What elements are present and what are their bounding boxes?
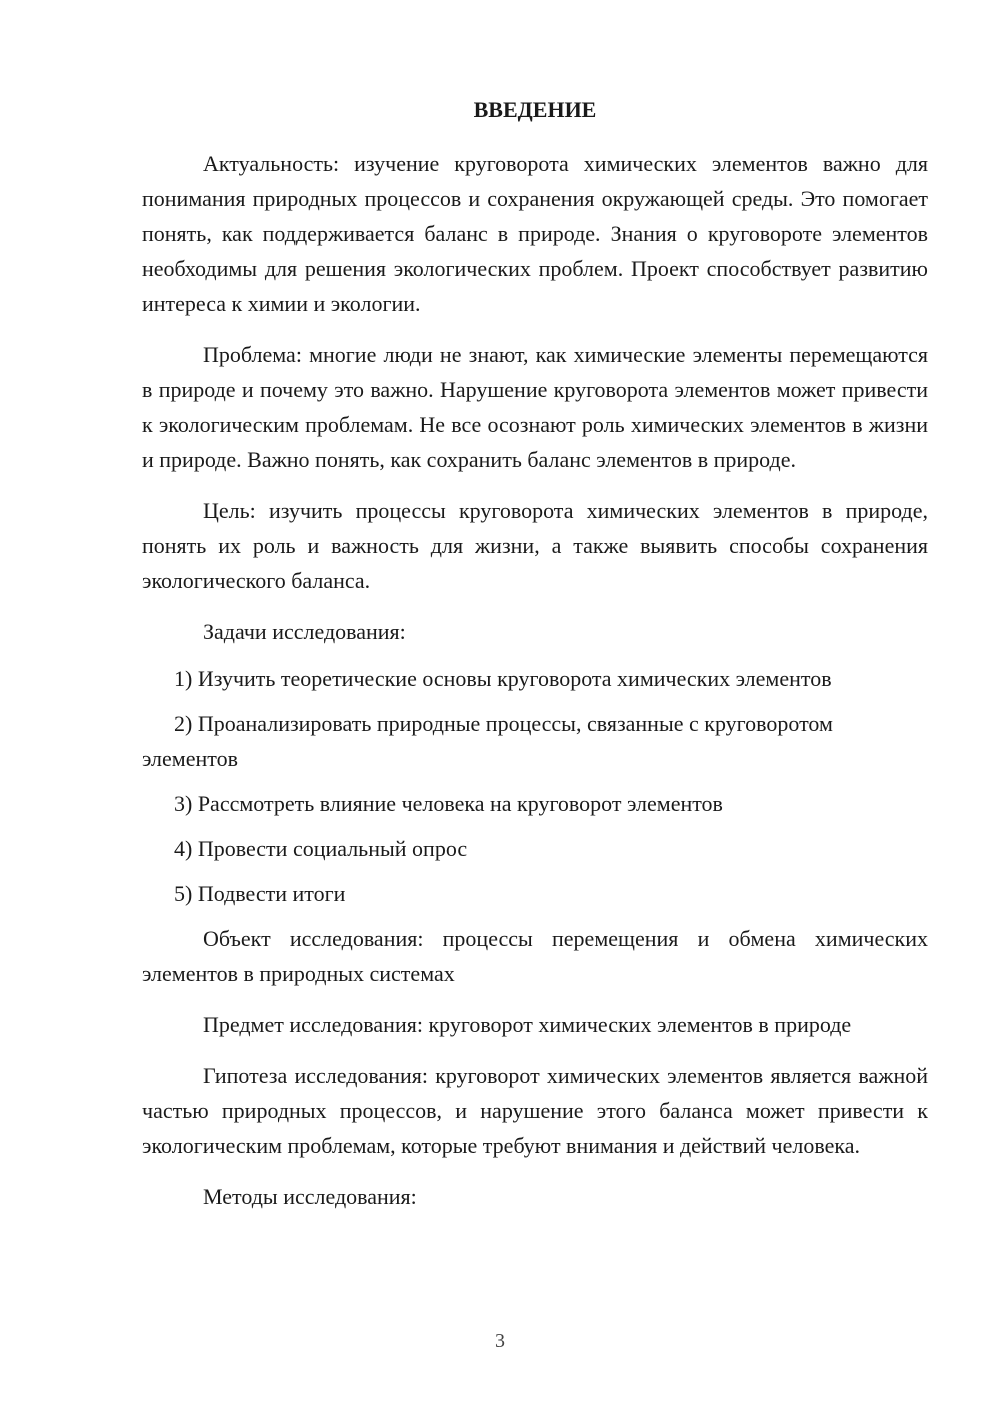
section-heading: ВВЕДЕНИЕ bbox=[473, 97, 597, 122]
page-number: 3 bbox=[495, 1330, 505, 1352]
task-item: 5) Подвести итоги bbox=[174, 881, 346, 906]
task-item: 1) Изучить теоретические основы круговорота химических элементов bbox=[174, 666, 832, 691]
hypothesis-paragraph: Гипотеза исследования: круговорот химических элементов является важной частью природных процессов, и нарушение этого баланса может привести к экологическим проблемам, которые требуют внимания и действий человека. bbox=[142, 1063, 928, 1158]
tasks-list bbox=[142, 661, 928, 911]
task-item: 2) Проанализировать природные процессы, связанные с круговоротом элементов bbox=[142, 711, 833, 771]
object-paragraph: Объект исследования: процессы перемещения и обмена химических элементов в природных системах bbox=[142, 926, 928, 986]
subject-paragraph: Предмет исследования: круговорот химических элементов в природе bbox=[203, 1012, 852, 1037]
task-item: 3) Рассмотреть влияние человека на круговорот элементов bbox=[174, 791, 723, 816]
document-page bbox=[142, 92, 928, 1226]
problem-paragraph: Проблема: многие люди не знают, как химические элементы перемещаются в природе и почему это важно. Нарушение круговорота элементов может привести к экологическим проблемам. Не все осознают роль химических элементов в жизни и природе. Важно понять, как сохранить баланс элементов в природе. bbox=[142, 342, 928, 472]
task-item: 4) Провести социальный опрос bbox=[174, 836, 468, 861]
tasks-label: Задачи исследования: bbox=[203, 619, 406, 644]
methods-label: Методы исследования: bbox=[203, 1184, 417, 1209]
relevance-paragraph: Актуальность: изучение круговорота химических элементов важно для понимания природных процессов и сохранения окружающей среды. Это помогает понять, как поддерживается баланс в природе. Знания о круговороте элементов необходимы для решения экологических проблем. Проект способствует развитию интереса к химии и экологии. bbox=[142, 151, 928, 316]
goal-paragraph: Цель: изучить процессы круговорота химических элементов в природе, понять их роль и важность для жизни, а также выявить способы сохранения экологического баланса. bbox=[142, 498, 928, 593]
